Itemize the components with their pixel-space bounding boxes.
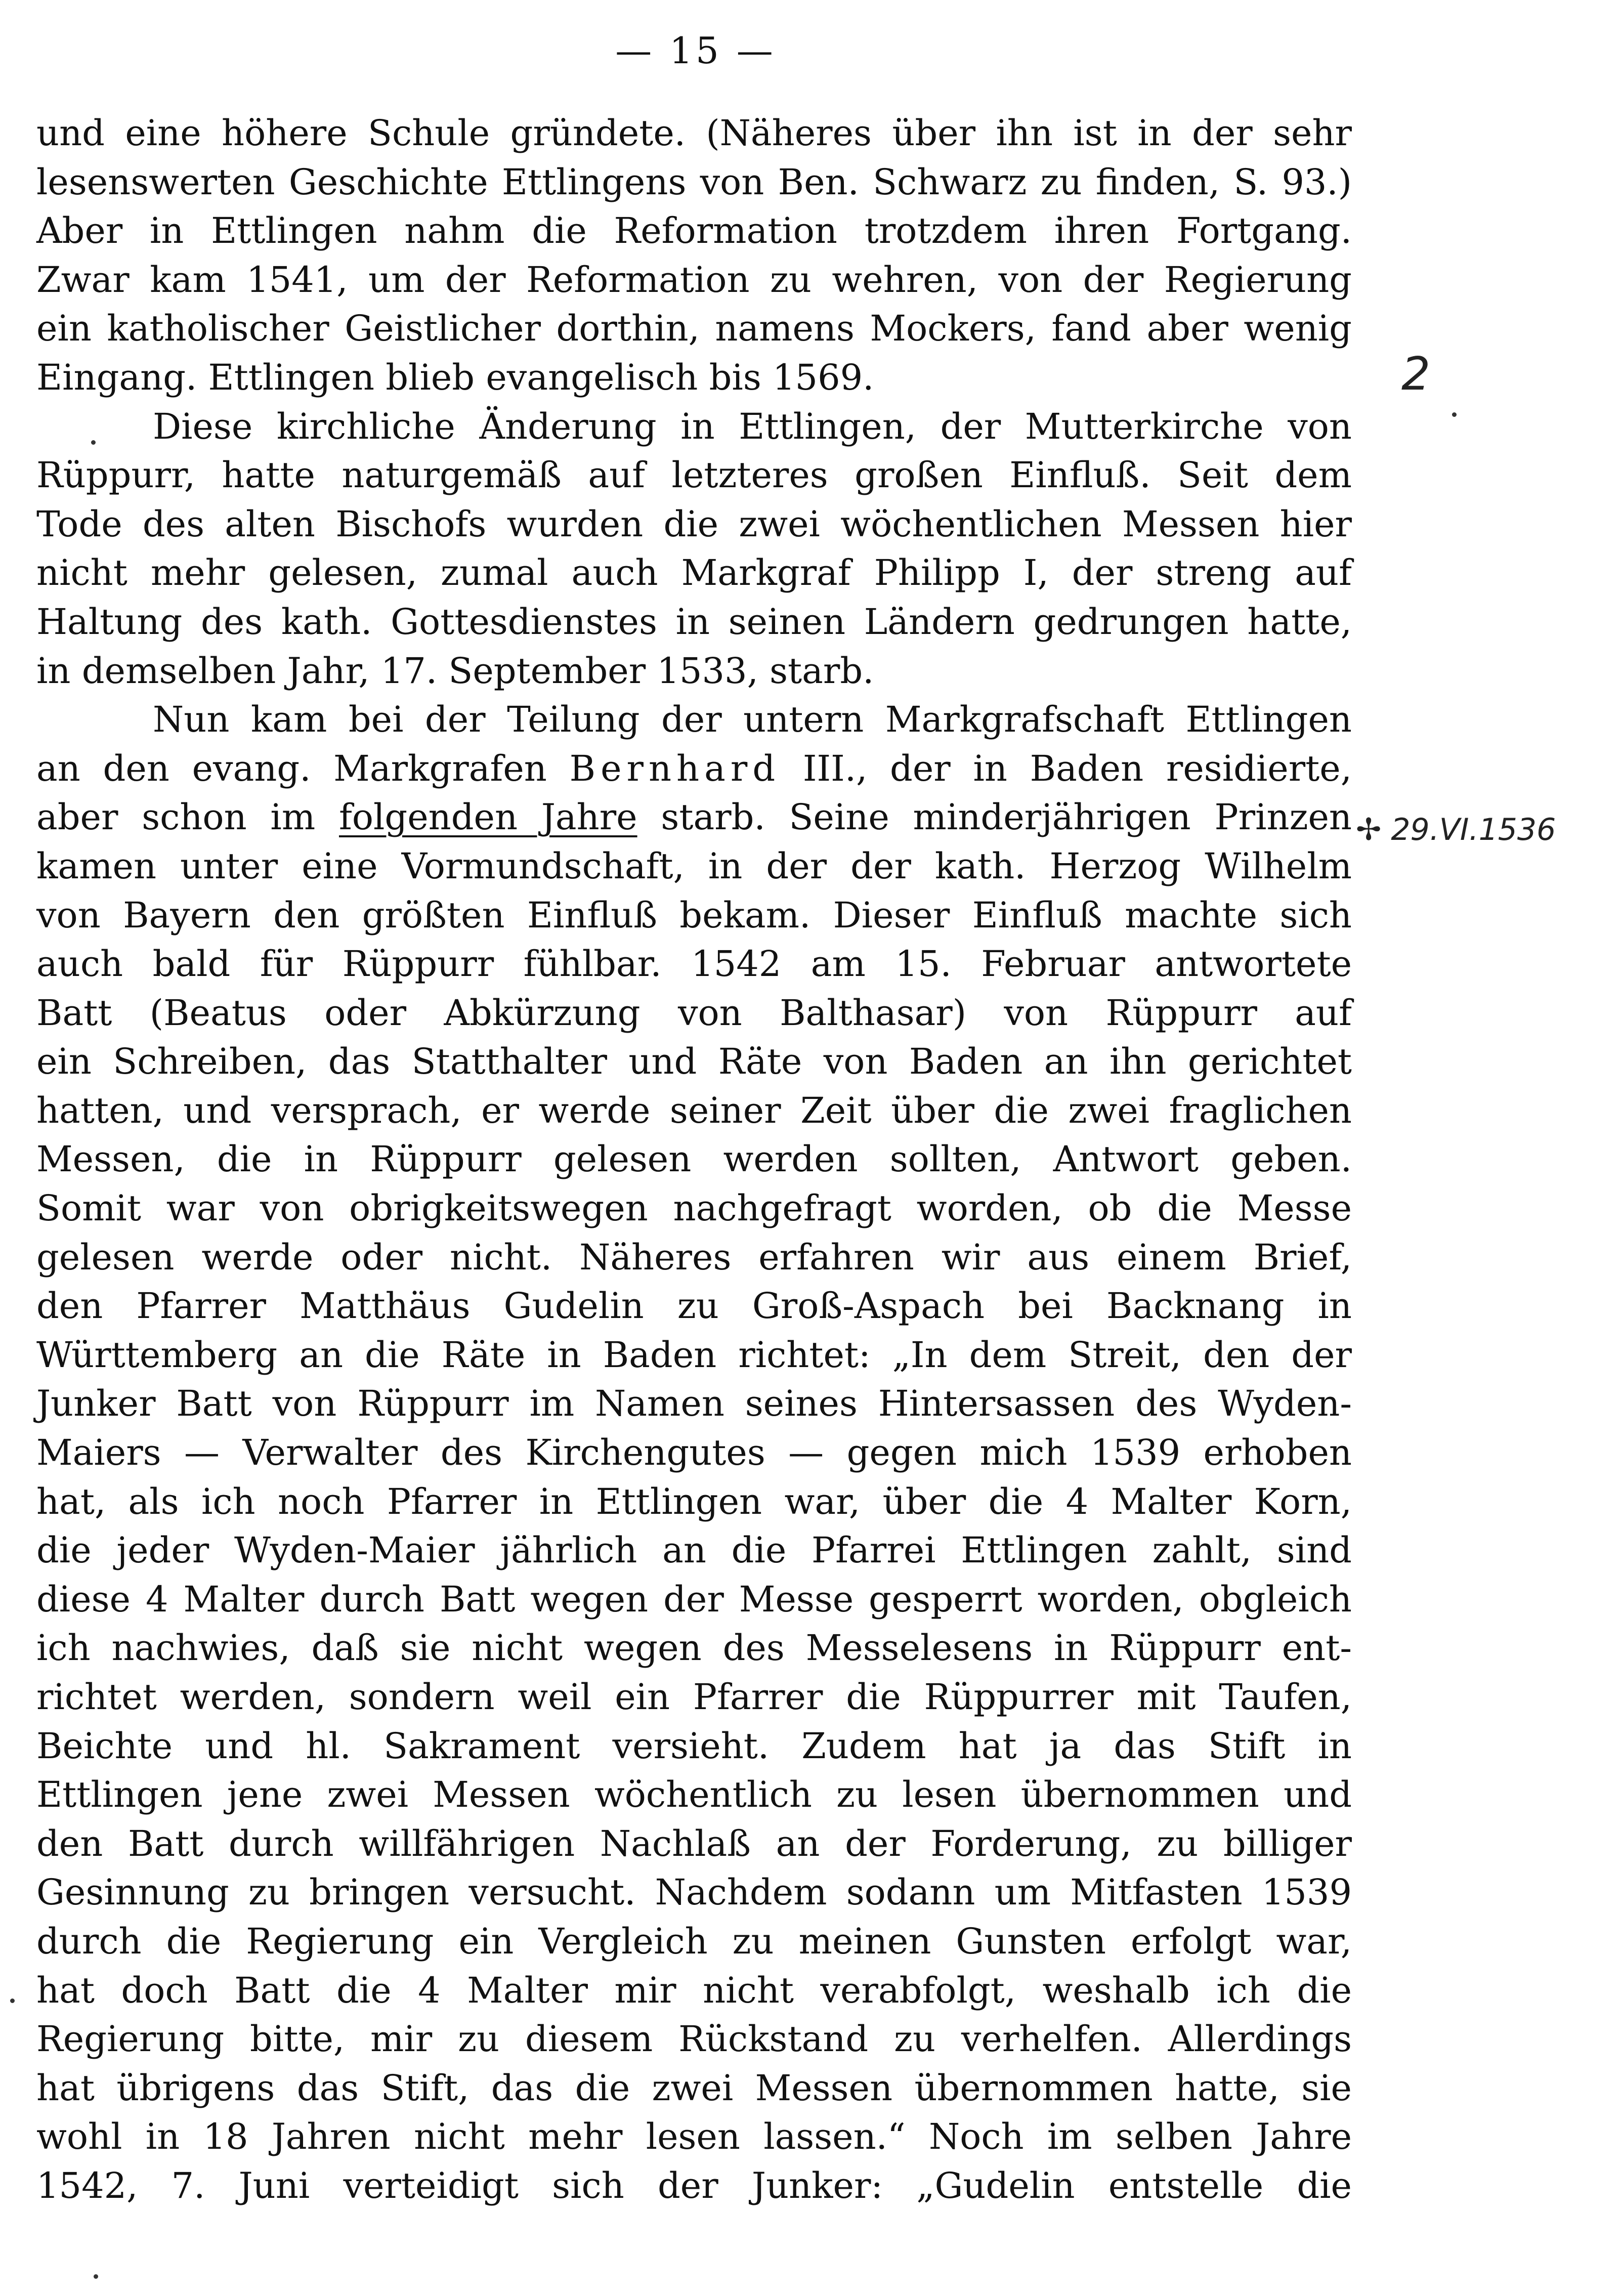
text-segment: an den evang. Markgrafen [36, 747, 547, 789]
text-line: wohl in 18 Jahren nicht mehr lesen lassen.“ Noch im selben Jahre [36, 2116, 1352, 2158]
text-line: Ettlingen jene zwei Messen wöchentlich zu lesen übernommen und [36, 1774, 1352, 1816]
text-line: durch die Regierung ein Vergleich zu meinen Gunsten erfolgt war, [36, 1920, 1352, 1962]
spaced-name-bernhard: Bernhard [569, 747, 781, 789]
text-line: Tode des alten Bischofs wurden die zwei wöchentlichen Messen hier [36, 503, 1352, 545]
text-line: Messen, die in Rüppurr gelesen werden sollten, Antwort geben. [36, 1138, 1352, 1180]
text-line: hatten, und versprach, er werde seiner Zeit über die zwei fraglichen [36, 1089, 1352, 1131]
text-line: auch bald für Rüppurr fühlbar. 1542 am 15. Februar antwortete [36, 943, 1352, 985]
page-number: — 15 — [615, 29, 776, 72]
text-line: Eingang. Ettlingen blieb evangelisch bis 1569. [36, 356, 874, 398]
body-text [36, 109, 1352, 2210]
text-line [36, 744, 1352, 793]
ink-speck [10, 1999, 15, 2003]
text-line: hat doch Batt die 4 Malter mir nicht verabfolgt, weshalb ich die [36, 1969, 1352, 2011]
text-line: kamen unter eine Vormundschaft, in der der kath. Herzog Wilhelm [36, 845, 1352, 887]
text-line: Württemberg an die Räte in Baden richtet: „In dem Streit, den der [36, 1334, 1352, 1376]
text-line: Diese kirchliche Änderung in Ettlingen, der Mutterkirche von [153, 405, 1352, 447]
text-line: Haltung des kath. Gottesdienstes in seinen Ländern gedrungen hatte, [36, 601, 1352, 643]
text-line: Aber in Ettlingen nahm die Reformation trotzdem ihren Fortgang. [36, 210, 1352, 252]
text-line: Junker Batt von Rüppurr im Namen seines Hintersassen des Wyden- [36, 1383, 1352, 1425]
text-segment: III., der in Baden residierte, [802, 747, 1352, 789]
ink-speck [91, 440, 96, 445]
text-line: 1542, 7. Juni verteidigt sich der Junker: „Gudelin entstelle die [36, 2164, 1352, 2206]
text-line: lesenswerten Geschichte Ettlingens von Ben. Schwarz zu finden, S. 93.) [36, 161, 1352, 203]
text-line: Maiers — Verwalter des Kirchengutes — gegen mich 1539 erhoben [36, 1432, 1352, 1474]
text-line: diese 4 Malter durch Batt wegen der Messe gesperrt worden, obgleich [36, 1578, 1352, 1620]
text-segment: aber schon im [36, 796, 316, 838]
ink-speck [1452, 412, 1457, 417]
text-line [36, 793, 1352, 842]
text-line: ein katholischer Geistlicher dorthin, namens Mockers, fand aber wenig [36, 308, 1352, 350]
text-line: von Bayern den größten Einfluß bekam. Dieser Einfluß machte sich [36, 894, 1352, 936]
text-line: ein Schreiben, das Statthalter und Räte von Baden an ihn gerichtet [36, 1041, 1352, 1083]
ink-speck [94, 2274, 98, 2279]
text-line: Regierung bitte, mir zu diesem Rückstand zu verhelfen. Allerdings [36, 2018, 1352, 2060]
handwritten-margin-date: ✢ 29.VI.1536 [1356, 812, 1556, 847]
text-line: Beichte und hl. Sakrament versieht. Zudem hat ja das Stift in [36, 1725, 1352, 1767]
text-line: nicht mehr gelesen, zumal auch Markgraf Philipp I, der streng auf [36, 552, 1352, 594]
text-line: Somit war von obrigkeitswegen nachgefragt worden, ob die Messe [36, 1187, 1352, 1229]
text-line: Nun kam bei der Teilung der untern Markgrafschaft Ettlingen [153, 699, 1352, 741]
text-line: Batt (Beatus oder Abkürzung von Balthasar) von Rüppurr auf [36, 992, 1352, 1034]
text-line: den Batt durch willfährigen Nachlaß an der Forderung, zu billiger [36, 1822, 1352, 1864]
handwritten-margin-note: 2 [1401, 348, 1431, 401]
text-line: richtet werden, sondern weil ein Pfarrer die Rüppurrer mit Taufen, [36, 1676, 1352, 1718]
text-line: Zwar kam 1541, um der Reformation zu wehren, von der Regierung [36, 259, 1352, 301]
text-segment: starb. Seine minderjährigen Prinzen [661, 796, 1352, 838]
text-line: in demselben Jahr, 17. September 1533, starb. [36, 650, 874, 692]
text-line: den Pfarrer Matthäus Gudelin zu Groß-Aspach bei Backnang in [36, 1285, 1352, 1327]
text-line: gelesen werde oder nicht. Näheres erfahren wir aus einem Brief, [36, 1236, 1352, 1278]
text-line: und eine höhere Schule gründete. (Näheres über ihn ist in der sehr [36, 112, 1352, 154]
text-line: hat, als ich noch Pfarrer in Ettlingen war, über die 4 Malter Korn, [36, 1480, 1352, 1522]
text-line: die jeder Wyden-Maier jährlich an die Pfarrei Ettlingen zahlt, sind [36, 1529, 1352, 1571]
text-line: hat übrigens das Stift, das die zwei Messen übernommen hatte, sie [36, 2067, 1352, 2109]
text-line: ich nachwies, daß sie nicht wegen des Messelesens in Rüppurr ent- [36, 1627, 1352, 1669]
text-line: Rüppurr, hatte naturgemäß auf letzteres großen Einfluß. Seit dem [36, 454, 1352, 496]
underlined-phrase: folgenden Jahre [338, 796, 637, 838]
text-line: Gesinnung zu bringen versucht. Nachdem sodann um Mitfasten 1539 [36, 1872, 1352, 1914]
